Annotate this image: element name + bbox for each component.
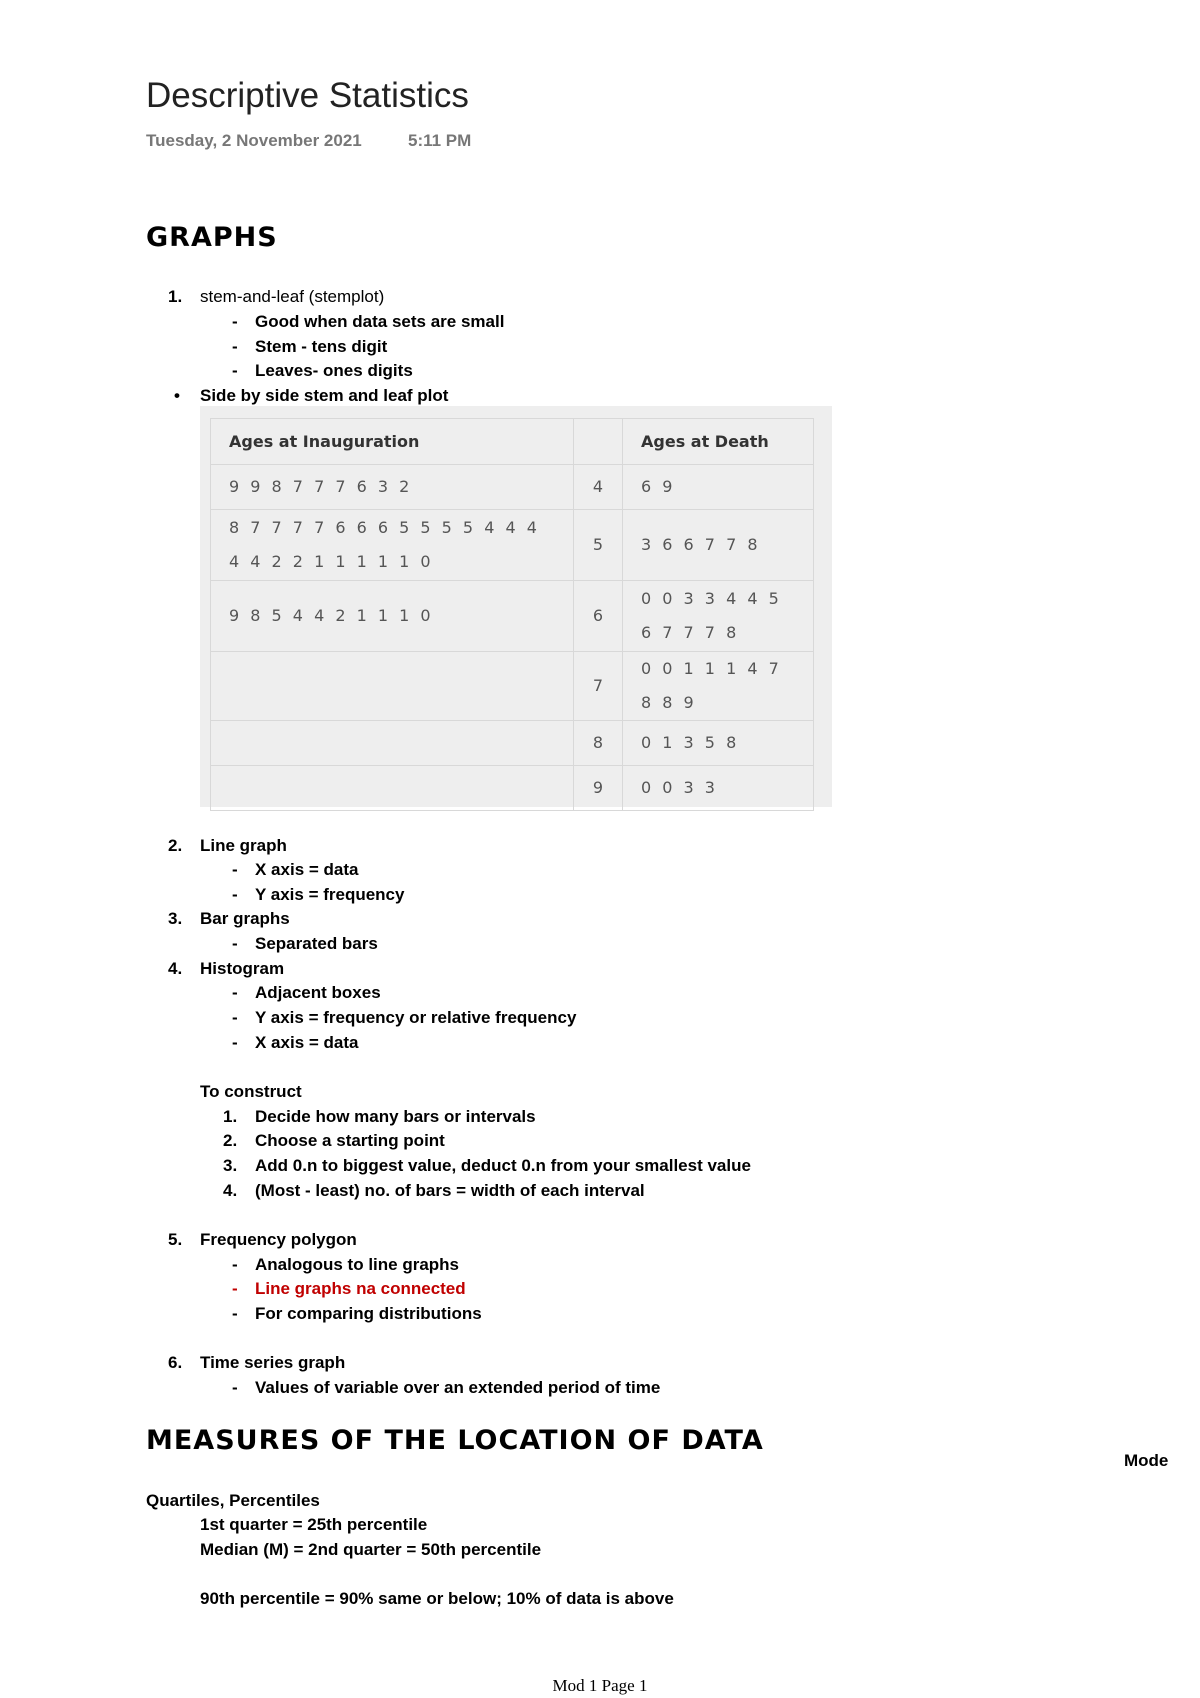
list-subitem: Add 0.n to biggest value, deduct 0.n from your smallest value <box>255 1156 751 1175</box>
list-number: 1. <box>168 287 183 306</box>
page-title: Descriptive Statistics <box>146 76 469 115</box>
list-item-label: Time series graph <box>200 1353 346 1372</box>
table-cell: 8 7 7 7 7 6 6 6 5 5 5 5 4 4 4 4 4 2 2 1 1 1 1 1 0 <box>211 510 574 581</box>
dash: - <box>232 885 238 904</box>
table-row <box>211 766 814 811</box>
text-line: Median (M) = 2nd quarter = 50th percentile <box>200 1540 542 1559</box>
list-number: 2. <box>223 1131 238 1150</box>
list-number: 4. <box>223 1181 238 1200</box>
list-subitem: Separated bars <box>255 934 378 953</box>
list-item-label: Frequency polygon <box>200 1230 357 1249</box>
list-number: 3. <box>223 1156 238 1175</box>
list-subitem: For comparing distributions <box>255 1304 482 1323</box>
table-cell: 9 <box>574 766 623 811</box>
table-cell: 4 <box>574 465 623 510</box>
construct-label: To construct <box>200 1082 302 1101</box>
list-item-label: Histogram <box>200 959 285 978</box>
text-line: 1st quarter = 25th percentile <box>200 1515 428 1534</box>
table-cell: 5 <box>574 510 623 581</box>
table-cell: 0 0 3 3 4 4 5 6 7 7 7 8 <box>623 581 814 652</box>
list-subitem: Y axis = frequency <box>255 885 405 904</box>
table-cell: 6 <box>574 581 623 652</box>
graphs-heading: GRAPHS <box>146 222 278 253</box>
list-subitem: (Most - least) no. of bars = width of each interval <box>255 1181 645 1200</box>
list-subitem: Y axis = frequency or relative frequency <box>255 1008 577 1027</box>
list-subitem: Values of variable over an extended period of time <box>255 1378 661 1397</box>
table-cell: 3 6 6 7 7 8 <box>623 510 814 581</box>
list-item-label: Side by side stem and leaf plot <box>200 386 449 405</box>
sub-heading: Quartiles, Percentiles <box>146 1491 320 1510</box>
table-cell: 7 <box>574 652 623 721</box>
dash: - <box>232 860 238 879</box>
list-subitem: Choose a starting point <box>255 1131 445 1150</box>
dash: - <box>232 1255 238 1274</box>
bullet: • <box>174 386 180 405</box>
table-cell: 6 9 <box>623 465 814 510</box>
dash: - <box>232 1033 238 1052</box>
dash: - <box>232 1378 238 1397</box>
column-header <box>574 419 623 465</box>
list-subitem: Good when data sets are small <box>255 312 505 331</box>
table-header-row <box>211 419 814 465</box>
list-item-label: stem-and-leaf (stemplot) <box>200 287 385 306</box>
table-cell: 8 <box>574 721 623 766</box>
list-subitem: X axis = data <box>255 860 359 879</box>
stem-leaf-image <box>200 406 832 807</box>
dash: - <box>232 1008 238 1027</box>
page-footer: Mod 1 Page 1 <box>552 1676 648 1695</box>
text-line: 90th percentile = 90% same or below; 10% of data is above <box>200 1589 674 1608</box>
column-header: Ages at Death <box>623 419 814 465</box>
list-number: 2. <box>168 836 183 855</box>
table-row <box>211 581 814 652</box>
page-date: Tuesday, 2 November 2021 <box>146 131 362 150</box>
table-cell: 0 1 3 5 8 <box>623 721 814 766</box>
table-cell <box>211 652 574 721</box>
list-subitem: X axis = data <box>255 1033 359 1052</box>
list-number: 6. <box>168 1353 183 1372</box>
dash: - <box>232 312 238 331</box>
list-subitem: Adjacent boxes <box>255 983 381 1002</box>
table-cell <box>211 721 574 766</box>
table-cell: 9 8 5 4 4 2 1 1 1 0 <box>211 581 574 652</box>
list-number: 5. <box>168 1230 183 1249</box>
list-number: 4. <box>168 959 183 978</box>
table-cell <box>211 766 574 811</box>
list-subitem: Stem - tens digit <box>255 337 388 356</box>
list-number: 1. <box>223 1107 238 1126</box>
table-cell: 0 0 1 1 1 4 7 8 8 9 <box>623 652 814 721</box>
dash: - <box>232 337 238 356</box>
dash: - <box>232 1304 238 1323</box>
table-row <box>211 510 814 581</box>
dash: - <box>232 983 238 1002</box>
stem-leaf-table <box>210 418 814 811</box>
table-cell: 9 9 8 7 7 7 6 3 2 <box>211 465 574 510</box>
table-row <box>211 465 814 510</box>
dash: - <box>232 361 238 380</box>
list-subitem-highlight: Line graphs na connected <box>255 1279 466 1298</box>
dash: - <box>232 934 238 953</box>
table-row <box>211 721 814 766</box>
page-time: 5:11 PM <box>408 131 472 150</box>
location-heading: MEASURES OF THE LOCATION OF DATA <box>146 1425 764 1456</box>
list-subitem: Analogous to line graphs <box>255 1255 460 1274</box>
list-item-label: Line graph <box>200 836 287 855</box>
list-item-label: Bar graphs <box>200 909 290 928</box>
side-note: Mode <box>1124 1451 1169 1470</box>
column-header: Ages at Inauguration <box>211 419 574 465</box>
table-cell: 0 0 3 3 <box>623 766 814 811</box>
list-subitem: Leaves- ones digits <box>255 361 413 380</box>
dash: - <box>232 1279 238 1298</box>
list-subitem: Decide how many bars or intervals <box>255 1107 536 1126</box>
list-number: 3. <box>168 909 183 928</box>
table-row <box>211 652 814 721</box>
